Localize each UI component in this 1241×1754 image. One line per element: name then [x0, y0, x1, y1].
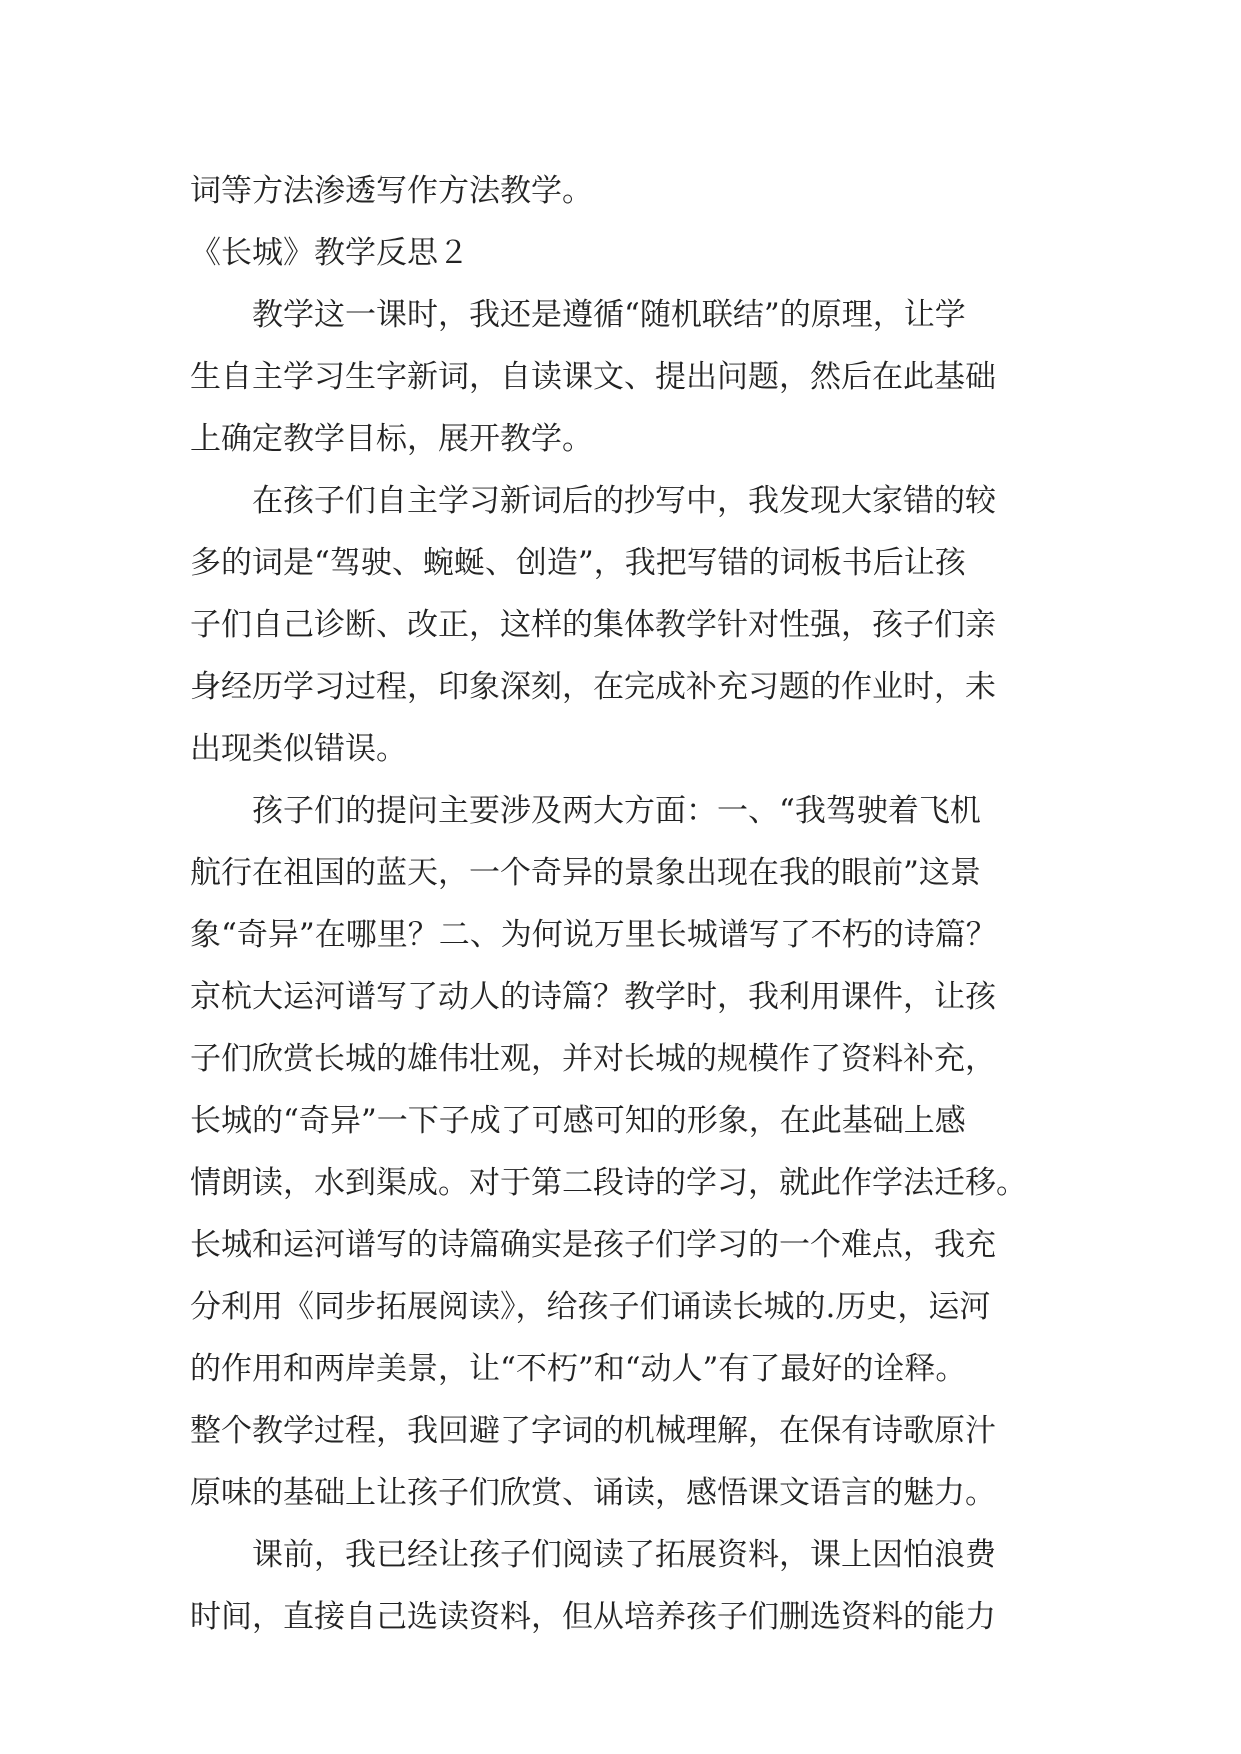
section-heading: 《长城》教学反思２ [190, 235, 469, 271]
paragraph-line: 身经历学习过程，印象深刻，在完成补充习题的作业时，未 [190, 669, 996, 705]
paragraph-line: 航行在祖国的蓝天，一个奇异的景象出现在我的眼前”这景 [190, 855, 981, 891]
paragraph-line: 子们欣赏长城的雄伟壮观，并对长城的规模作了资料补充， [190, 1041, 996, 1077]
paragraph-line: 多的词是“驾驶、蜿蜒、创造”，我把写错的词板书后让孩 [190, 545, 966, 581]
paragraph-line: 子们自己诊断、改正，这样的集体教学针对性强，孩子们亲 [190, 607, 996, 643]
paragraph-line: 象“奇异”在哪里？二、为何说万里长城谱写了不朽的诗篇？ [190, 917, 997, 953]
paragraph-line: 情朗读，水到渠成。对于第二段诗的学习，就此作学法迁移。 [190, 1165, 1027, 1201]
paragraph-line: 在孩子们自主学习新词后的抄写中，我发现大家错的较 [190, 483, 996, 519]
paragraph-1 [190, 284, 1050, 470]
paragraph-line: 孩子们的提问主要涉及两大方面：一、“我驾驶着飞机 [190, 793, 981, 829]
paragraph-line: 长城和运河谱写的诗篇确实是孩子们学习的一个难点，我充 [190, 1227, 996, 1263]
paragraph-line: 教学这一课时，我还是遵循“随机联结”的原理，让学 [190, 297, 966, 333]
paragraph-line: 的作用和两岸美景，让“不朽”和“动人”有了最好的诠释。 [190, 1351, 967, 1387]
paragraph-2 [190, 470, 1050, 780]
paragraph-line: 生自主学习生字新词，自读课文、提出问题，然后在此基础 [190, 359, 996, 395]
paragraph-line: 京杭大运河谱写了动人的诗篇？教学时，我利用课件，让孩 [190, 979, 996, 1015]
paragraph-line: 整个教学过程，我回避了字词的机械理解，在保有诗歌原汁 [190, 1413, 996, 1449]
paragraph-3 [190, 780, 1050, 1524]
paragraph-line: 长城的“奇异”一下子成了可感可知的形象，在此基础上感 [190, 1103, 966, 1139]
paragraph-line: 课前，我已经让孩子们阅读了拓展资料，课上因怕浪费 [190, 1537, 996, 1573]
carryover-line: 词等方法渗透写作方法教学。 [190, 173, 593, 209]
document-body [190, 160, 1050, 1648]
paragraph-4 [190, 1524, 1050, 1648]
paragraph-line: 时间，直接自己选读资料，但从培养孩子们删选资料的能力 [190, 1599, 996, 1635]
paragraph-line: 出现类似错误。 [190, 731, 407, 767]
paragraph-line: 上确定教学目标，展开教学。 [190, 421, 593, 457]
paragraph-line: 分利用《同步拓展阅读》，给孩子们诵读长城的.历史，运河 [190, 1289, 991, 1325]
paragraph-line: 原味的基础上让孩子们欣赏、诵读，感悟课文语言的魅力。 [190, 1475, 996, 1511]
